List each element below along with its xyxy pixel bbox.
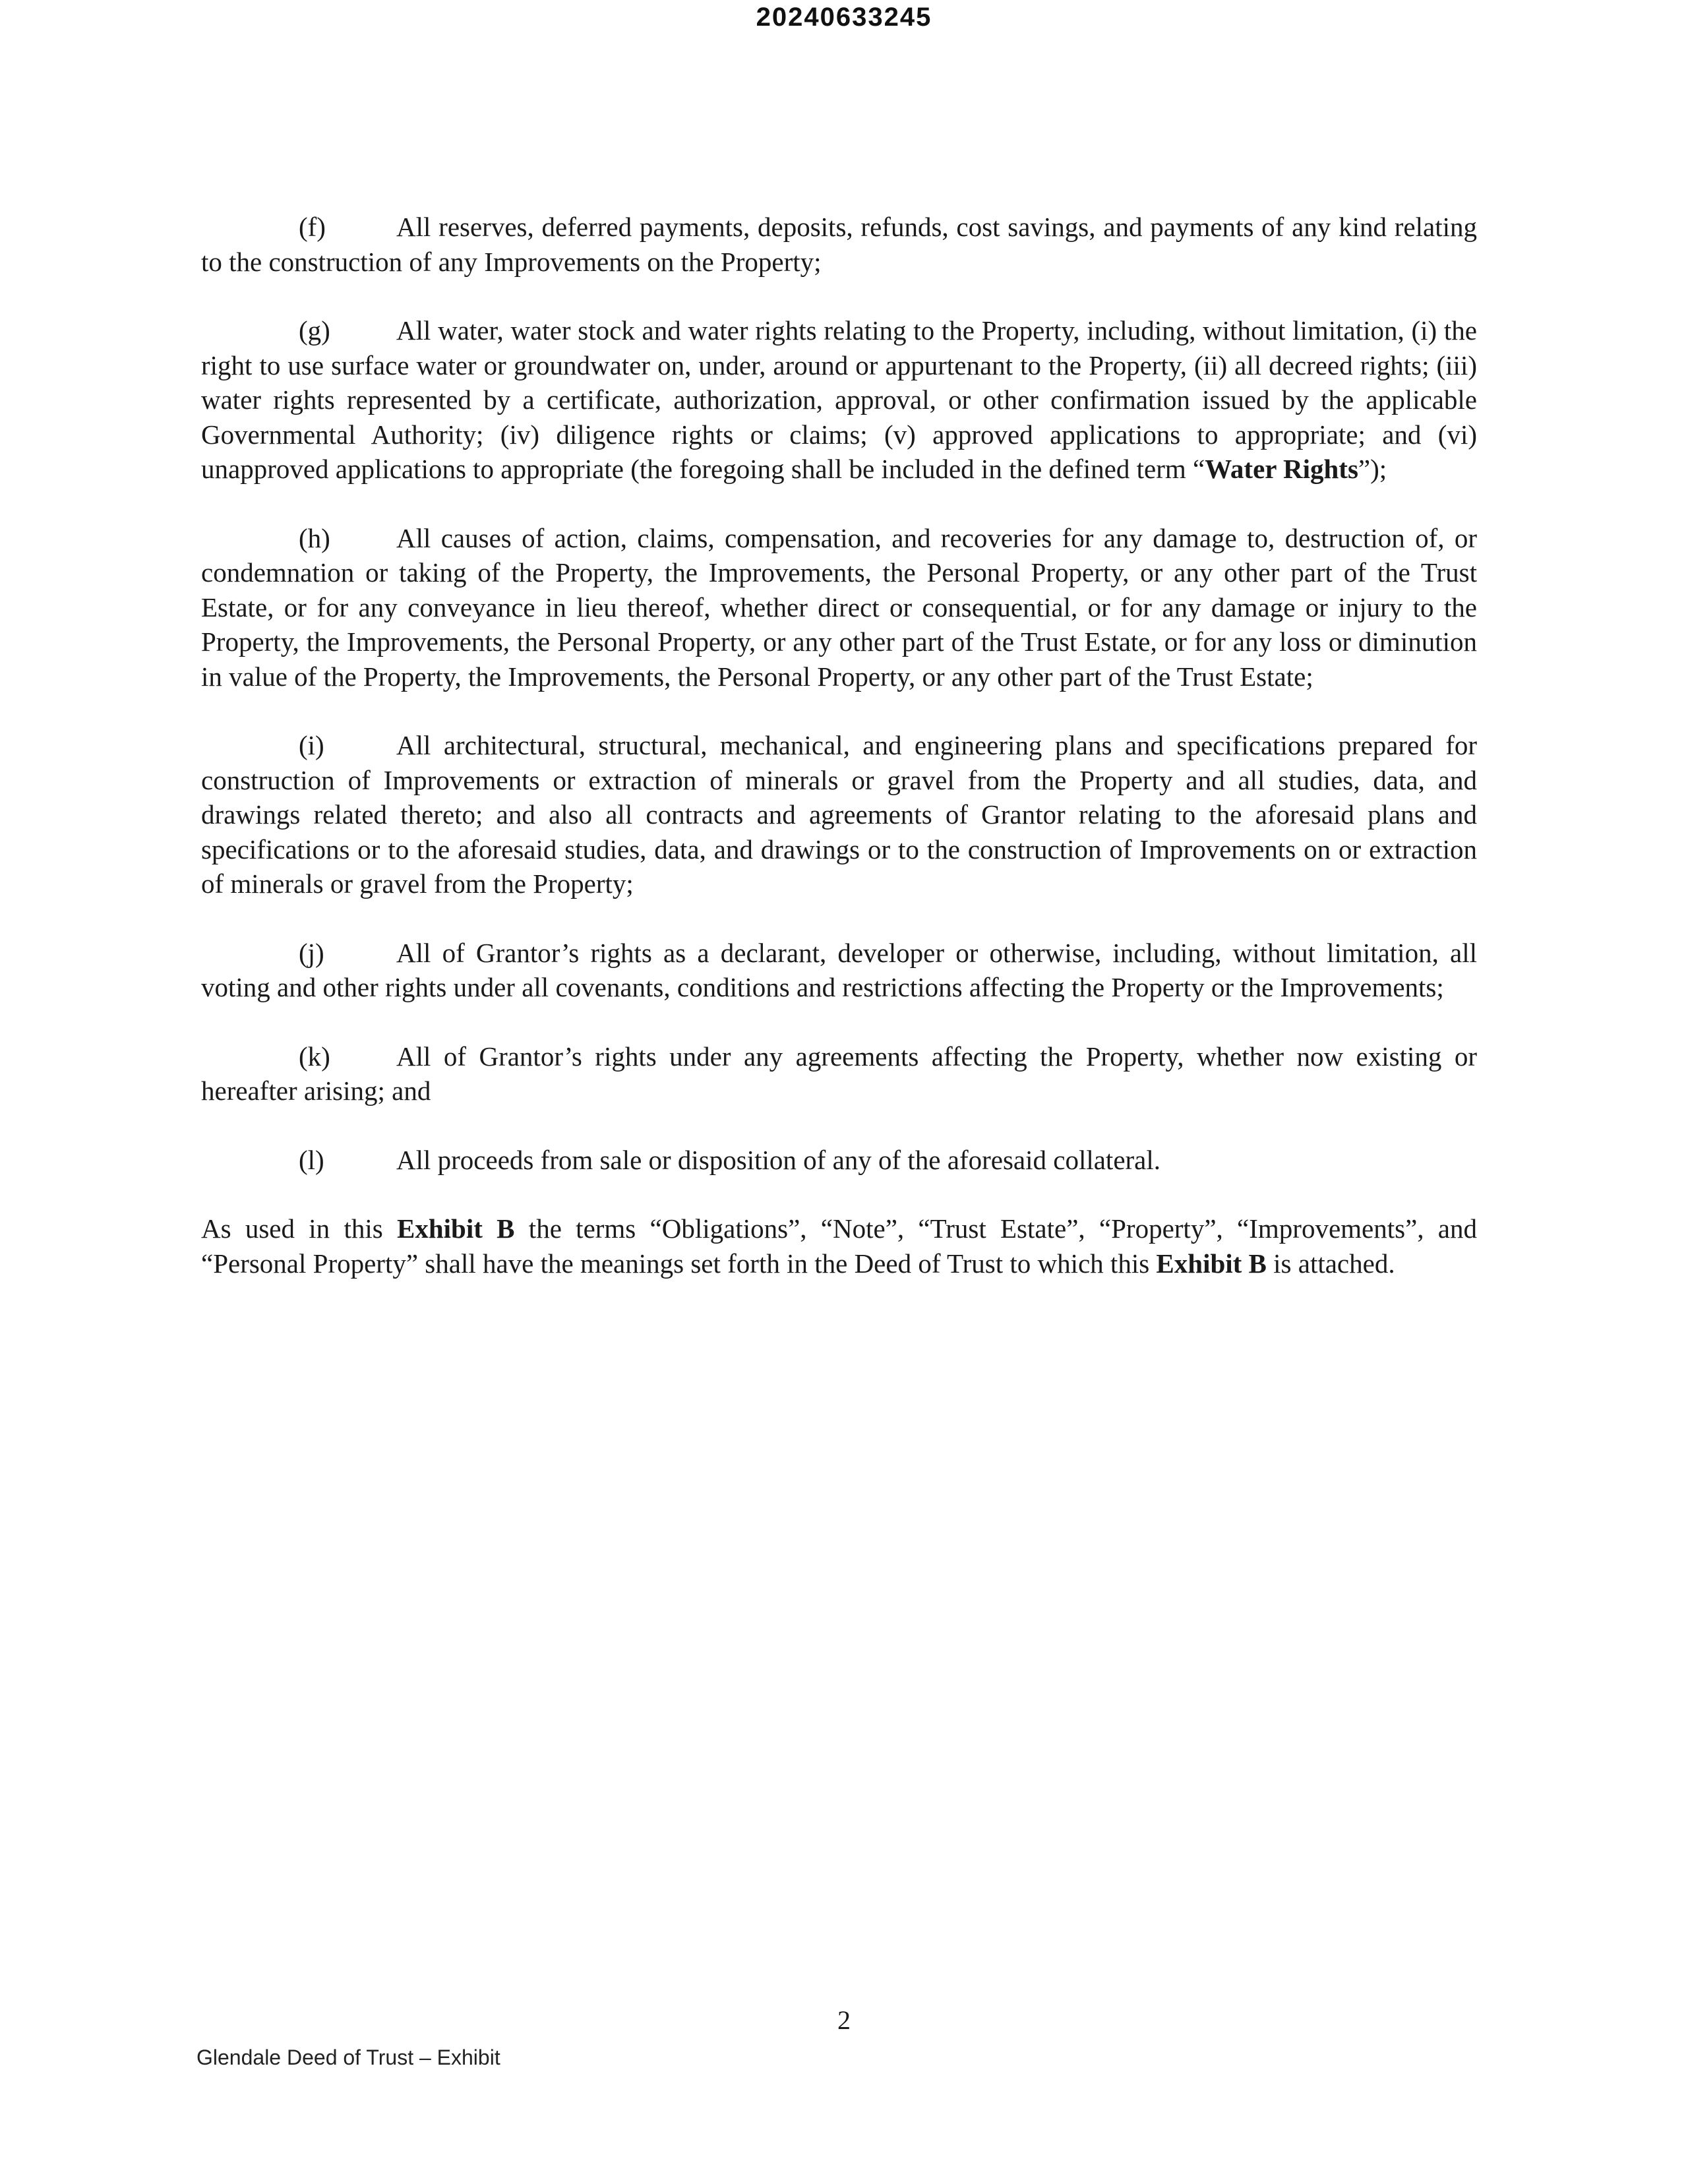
clause-text: All architectural, structural, mechanical, and engineering plans and specifications prepared for construction of Improvements or extraction of minerals or gravel from the Property and all studies, data, and drawings related thereto; and also all contracts and agreements of Grantor relating to the aforesaid plans and specifications or to the aforesaid studies, data, and drawings or to the construction of Improvements on or extraction of minerals or gravel from the Property;: [201, 730, 1477, 899]
clause-g: [201, 313, 1477, 487]
clause-marker: (k): [299, 1041, 330, 1072]
clause-text-end: ”);: [1358, 454, 1387, 484]
clause-h: [201, 521, 1477, 694]
exhibit-reference: Exhibit B: [396, 1213, 515, 1244]
closing-paragraph: [201, 1211, 1477, 1281]
clause-text: All water, water stock and water rights relating to the Property, including, without limitation, (i) the right to use surface water or groundwater on, under, around or appurtenant to the Property, (ii) all decreed rights; (iii) water rights represented by a certificate, authorization, approval, or other confirmation issued by the applicable Governmental Authority; (iv) diligence rights or claims; (v) approved applications to appropriate; and (vi) unapproved applications to appropriate (the foregoing shall be included in the defined term “: [201, 315, 1477, 484]
clause-marker: (f): [299, 212, 326, 242]
closing-text: the terms “Obligations”, “Note”, “Trust Estate”, “Property”, “Improvements”, and “Personal Property” shall have the meanings set forth in the Deed of Trust to which this: [201, 1213, 1478, 1279]
clause-f: [201, 210, 1477, 279]
clause-k: [201, 1039, 1477, 1108]
clause-marker: (i): [299, 730, 324, 760]
defined-term-water-rights: Water Rights: [1205, 454, 1358, 484]
footer-document-title: Glendale Deed of Trust – Exhibit: [196, 2046, 500, 2069]
closing-text: As used in this: [201, 1213, 397, 1244]
clause-j: [201, 936, 1477, 1005]
clause-text: All reserves, deferred payments, deposits, refunds, cost savings, and payments of any kind relating to the construction of any Improvements on the Property;: [201, 212, 1477, 277]
clause-text: All of Grantor’s rights under any agreements affecting the Property, whether now existing or hereafter arising; and: [201, 1041, 1477, 1106]
document-body: [201, 210, 1477, 1315]
clause-text: All of Grantor’s rights as a declarant, developer or otherwise, including, without limitation, all voting and other rights under all covenants, conditions and restrictions affecting the Property or the Improvements;: [201, 937, 1477, 1002]
clause-text: All proceeds from sale or disposition of any of the aforesaid collateral.: [396, 1144, 1161, 1175]
recording-number: 20240633245: [756, 3, 932, 32]
page-number: 2: [837, 2005, 851, 2035]
clause-marker: (l): [299, 1144, 324, 1175]
clause-marker: (g): [299, 315, 330, 346]
clause-l: [201, 1143, 1477, 1178]
clause-marker: (h): [299, 522, 330, 553]
exhibit-reference: Exhibit B: [1156, 1248, 1267, 1279]
clause-i: [201, 728, 1477, 901]
closing-text: is attached.: [1266, 1248, 1395, 1279]
clause-text: All causes of action, claims, compensation, and recoveries for any damage to, destruction of, or condemnation or taking of the Property, the Improvements, the Personal Property, or any other part of the Trust Estate, or for any conveyance in lieu thereof, whether direct or consequential, or for any damage or injury to the Property, the Improvements, the Personal Property, or any other part of the Trust Estate, or for any loss or diminution in value of the Property, the Improvements, the Personal Property, or any other part of the Trust Estate;: [201, 522, 1477, 692]
clause-marker: (j): [299, 937, 324, 968]
